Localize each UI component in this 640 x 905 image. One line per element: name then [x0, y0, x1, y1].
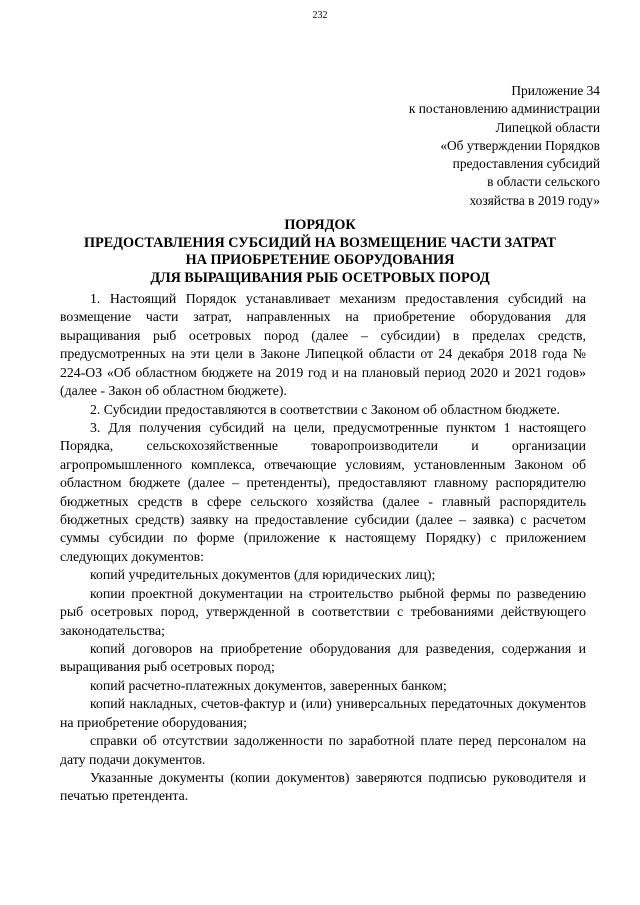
appendix-line: Приложение 34: [511, 83, 600, 98]
document-list-item: копий договоров на приобретение оборудования для разведения, содержания и выращивания рыб осетровых пород;: [60, 641, 586, 675]
paragraph-2: 2. Субсидии предоставляются в соответствии с Законом об областном бюджете.: [90, 401, 560, 417]
appendix-line: «Об утверждении Порядков: [440, 137, 600, 153]
appendix-line: в области сельского: [487, 174, 600, 190]
document-list-item: копии проектной документации на строительство рыбной фермы по разведению рыб осетровых пород, утвержденной в соответствии с требованиями действующего законодательства;: [60, 585, 586, 638]
document-list-item: копий учредительных документов (для юридических лиц);: [90, 567, 436, 583]
document-title: [40, 217, 600, 287]
title-line: ПРЕДОСТАВЛЕНИЯ СУБСИДИЙ НА ВОЗМЕЩЕНИЕ ЧАСТИ ЗАТРАТ: [84, 234, 556, 251]
appendix-line: хозяйства в 2019 году»: [469, 192, 600, 208]
title-line: ПОРЯДОК: [284, 217, 356, 233]
page-number: 232: [312, 10, 328, 21]
title-line: ДЛЯ ВЫРАЩИВАНИЯ РЫБ ОСЕТРОВЫХ ПОРОД: [150, 269, 490, 286]
paragraph-1: 1. Настоящий Порядок устанавливает механизм предоставления субсидий на возмещение части затрат, направленных на приобретение оборудования для выращивания рыб осетровых пород (далее – субсидии) в пределах средств, предусмотренных на эти цели в Законе Липецкой области от 24 декабря 2018 года № 224-ОЗ «Об областном бюджете на 2019 год и на плановый период 2020 и 2021 годов» (далее - Закон об областном бюджете).: [60, 291, 586, 399]
document-list-item: справки об отсутствии задолженности по заработной плате перед персоналом на дату подачи документов.: [60, 733, 586, 767]
appendix-line: Липецкой области: [495, 119, 600, 135]
appendix-line: предоставления субсидий: [452, 156, 600, 172]
appendix-line: к постановлению администрации: [408, 101, 600, 117]
title-line: НА ПРИОБРЕТЕНИЕ ОБОРУДОВАНИЯ: [185, 252, 455, 268]
document-list-item: копий расчетно-платежных документов, заверенных банком;: [90, 677, 447, 693]
closing-paragraph: Указанные документы (копии документов) заверяются подписью руководителя и печатью претендента.: [60, 769, 586, 804]
document-list-item: копий накладных, счетов-фактур и (или) универсальных передаточных документов на приобретение оборудования;: [60, 696, 586, 730]
paragraph-3: 3. Для получения субсидий на цели, предусмотренные пунктом 1 настоящего Порядка, сельскохозяйственные товаропроизводители и организации агропромышленного комплекса, отвечающие условиям, установленным Законом об областном бюджете (далее – претенденты), предоставляют главному распорядителю бюджетных средств в сфере сельского хозяйства (далее - главный распорядитель бюджетных средств) заявку на предоставление субсидии (далее – заявка) с расчетом суммы субсидии по форме (приложение к настоящему Порядку) с приложением следующих документов:: [60, 419, 586, 564]
appendix-reference: [300, 82, 600, 210]
document-body: [60, 290, 586, 806]
